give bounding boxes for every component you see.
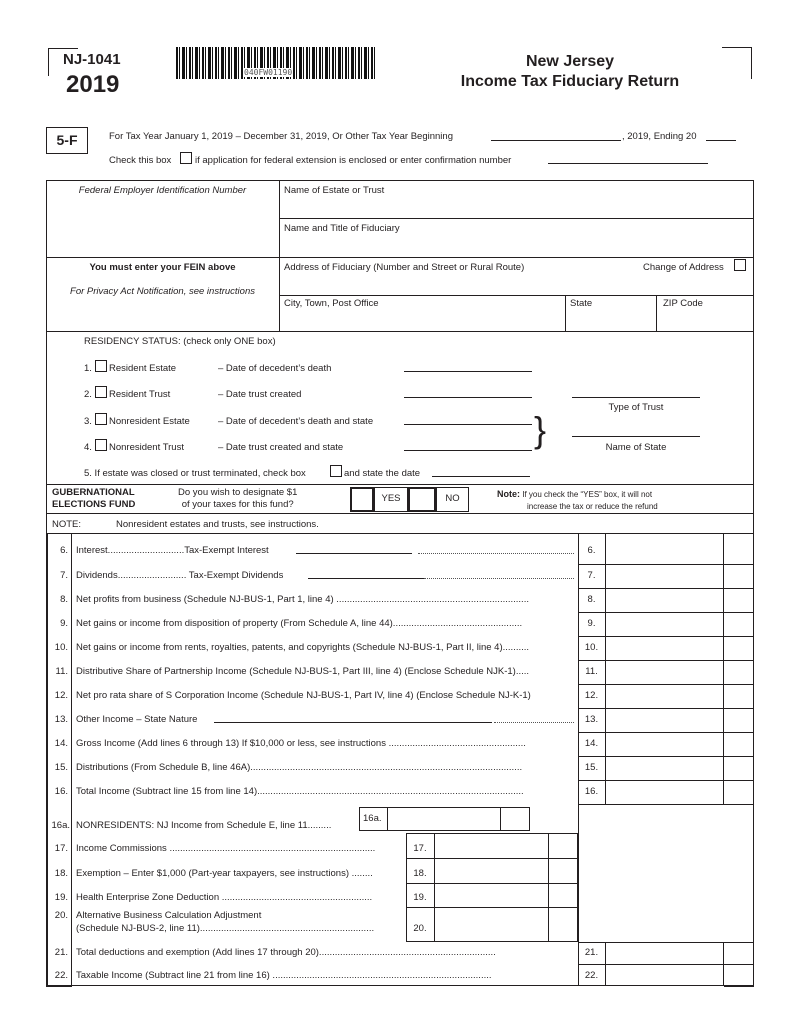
- name-of-state-label: Name of State: [605, 442, 667, 453]
- line-22-amount-input[interactable]: [607, 966, 722, 985]
- elections-note: [497, 488, 658, 513]
- line-18-box: 18.: [413, 868, 427, 879]
- estate-closed-checkbox[interactable]: [330, 465, 342, 477]
- line-17-amount-input[interactable]: [436, 836, 547, 857]
- line-8-amount-input[interactable]: [607, 590, 722, 611]
- question-line2: of your taxes for this fund?: [181, 499, 294, 510]
- brace-icon: }: [534, 409, 547, 450]
- line-7-label: Dividends.......................... Tax-Exempt Dividends: [76, 570, 284, 581]
- residency-heading: RESIDENCY STATUS: (check only ONE box): [84, 336, 276, 347]
- line-13-label: Other Income – State Nature: [76, 714, 198, 725]
- line-6-leader: [418, 553, 574, 554]
- line-18-amount-input[interactable]: [436, 860, 547, 882]
- title-line1: New Jersey: [525, 53, 615, 70]
- line-9-box: 9.: [587, 618, 596, 629]
- line-12-amount-input[interactable]: [607, 686, 722, 707]
- resident-trust-date-field[interactable]: [404, 397, 532, 398]
- line-16-num: 16.: [54, 786, 68, 797]
- name-of-state-field[interactable]: [572, 436, 700, 437]
- state-input[interactable]: [567, 312, 654, 330]
- line-8-label: Net profits from business (Schedule NJ-BUS-1, Part 1, line 4) .........................................................................: [76, 594, 529, 605]
- fein-input[interactable]: [50, 200, 276, 255]
- address-label: Address of Fiduciary (Number and Street or Rural Route): [284, 262, 525, 273]
- line-9-num: 9.: [60, 618, 68, 629]
- resident-estate-label: Resident Estate: [109, 363, 177, 374]
- line-21-num: 21.: [54, 947, 68, 958]
- line-20-box: 20.: [413, 923, 427, 934]
- change-address-checkbox[interactable]: [734, 259, 746, 271]
- line-7-cents-input[interactable]: [725, 566, 752, 587]
- line-6-num: 6.: [60, 545, 68, 556]
- note-label: NOTE:: [52, 519, 82, 530]
- nonresident-estate-checkbox[interactable]: [95, 413, 107, 425]
- title-line2: Income Tax Fiduciary Return: [460, 73, 680, 90]
- line-19-label: Health Enterprise Zone Deduction .........................................................: [76, 892, 373, 903]
- line-22-label: Taxable Income (Subtract line 21 from line 16) ...................................................................................: [76, 970, 492, 981]
- line-19-amount-input[interactable]: [436, 885, 547, 906]
- type-of-trust-label: Type of Trust: [608, 402, 664, 413]
- line-14-label: Gross Income (Add lines 6 through 13) If $10,000 or less, see instructions ....................................................: [76, 738, 526, 749]
- residency-num-2: 2.: [84, 389, 92, 400]
- elections-fund-question: [178, 487, 297, 511]
- line-6-cents-input[interactable]: [725, 537, 752, 563]
- line-13-leader: [494, 722, 574, 723]
- nonresident-trust-checkbox[interactable]: [95, 439, 107, 451]
- closed-prefix: 5. If estate was closed or trust terminated, check box: [84, 468, 306, 479]
- elections-no-label: NO: [436, 487, 469, 512]
- line-16a-label: NONRESIDENTS: NJ Income from Schedule E, line 11.........: [76, 820, 332, 831]
- line-10-num: 10.: [54, 642, 68, 653]
- line-15-num: 15.: [54, 762, 68, 773]
- resident-estate-date-field[interactable]: [404, 371, 532, 372]
- line-8-num: 8.: [60, 594, 68, 605]
- line-13-box: 13.: [584, 714, 599, 725]
- line-7-num: 7.: [60, 570, 68, 581]
- line-16a-box: 16a.: [363, 813, 382, 824]
- resident-trust-checkbox[interactable]: [95, 386, 107, 398]
- line-20-num: 20.: [54, 910, 68, 921]
- line-21-label: Total deductions and exemption (Add lines 17 through 20)...................................................................: [76, 947, 496, 958]
- change-address-label: Change of Address: [643, 262, 724, 273]
- fiduciary-name-label: Name and Title of Fiduciary: [284, 223, 400, 234]
- line-18-num: 18.: [54, 868, 68, 879]
- line-10-amount-input[interactable]: [607, 638, 722, 659]
- form-title: [450, 52, 690, 92]
- extension-suffix: if application for federal extension is enclosed or enter confirmation number: [195, 155, 512, 166]
- line-10-label: Net gains or income from rents, royalties, patents, and copyrights (Schedule NJ-BUS-1, Part II, line 4)..........: [76, 642, 530, 653]
- line-13-amount-input[interactable]: [607, 710, 722, 731]
- line-7-leader: [424, 578, 574, 579]
- nonresident-estate-label: Nonresident Estate: [109, 416, 190, 427]
- line-9-label: Net gains or income from disposition of property (From Schedule A, line 44).................................................: [76, 618, 523, 629]
- estate-name-label: Name of Estate or Trust: [284, 185, 385, 196]
- nonresident-trust-date-label: – Date trust created and state: [218, 442, 344, 453]
- line-19-num: 19.: [54, 892, 68, 903]
- line-6-label: Interest.............................Tax-Exempt Interest: [76, 545, 269, 556]
- line-20-label-line1: Alternative Business Calculation Adjustment: [76, 910, 262, 921]
- form-code-box: 5-F: [46, 127, 88, 154]
- residency-num-4: 4.: [84, 442, 92, 453]
- line-8-box: 8.: [587, 594, 596, 605]
- elections-yes-label: YES: [374, 487, 408, 512]
- line-22-box: 22.: [584, 970, 599, 981]
- tax-year-period-label: For Tax Year January 1, 2019 – December 31, 2019, Or Other Tax Year Beginning: [109, 131, 453, 142]
- fein-notice: You must enter your FEIN above: [89, 262, 236, 273]
- line-16a-amount-input[interactable]: [389, 809, 499, 829]
- form-number: NJ-1041: [63, 51, 121, 68]
- resident-trust-label: Resident Trust: [109, 389, 171, 400]
- residency-num-1: 1.: [84, 363, 92, 374]
- line-22-num: 22.: [54, 970, 68, 981]
- line-6-amount-input[interactable]: [607, 537, 722, 563]
- line-20-label-line2: (Schedule NJ-BUS-2, line 11)..................................................................: [76, 923, 375, 934]
- line-7-box: 7.: [587, 570, 596, 581]
- tax-year-ending-field[interactable]: [706, 140, 736, 141]
- state-label: State: [570, 298, 593, 309]
- question-line1: Do you wish to designate $1: [178, 487, 298, 498]
- line-17-label: Income Commissions ..............................................................................: [76, 843, 376, 854]
- line-12-box: 12.: [584, 690, 599, 701]
- tax-exempt-interest-field[interactable]: [296, 553, 412, 554]
- elections-fund-title-line2: ELECTIONS FUND: [52, 499, 136, 510]
- address-input[interactable]: [282, 275, 752, 293]
- other-income-description-field[interactable]: [214, 722, 492, 723]
- resident-estate-checkbox[interactable]: [95, 360, 107, 372]
- privacy-notice: For Privacy Act Notification, see instructions: [70, 286, 255, 297]
- line-17-num: 17.: [54, 843, 68, 854]
- city-label: City, Town, Post Office: [284, 298, 379, 309]
- line-21-box: 21.: [584, 947, 599, 958]
- fiduciary-name-input[interactable]: [282, 236, 752, 255]
- closed-date-field[interactable]: [432, 476, 530, 477]
- line-20-amount-input[interactable]: [436, 909, 547, 941]
- city-input[interactable]: [282, 312, 562, 330]
- form-year: 2019: [66, 71, 120, 98]
- line-17-box: 17.: [413, 843, 427, 854]
- line-18-label: Exemption – Enter $1,000 (Part-year taxpayers, see instructions) ........: [76, 868, 373, 879]
- line-10-box: 10.: [584, 642, 599, 653]
- note-bold: Note:: [497, 489, 520, 499]
- nonresident-trust-date-field[interactable]: [404, 450, 532, 451]
- zip-input[interactable]: [658, 312, 752, 330]
- line-11-label: Distributive Share of Partnership Income (Schedule NJ-BUS-1, Part III, line 4) (Enclose Schedule NJK-1).....: [76, 666, 530, 677]
- line-12-label: Net pro rata share of S Corporation Income (Schedule NJ-BUS-1, Part IV, line 4) (Enclose Schedule NJ-K-1): [76, 690, 531, 701]
- line-15-box: 15.: [584, 762, 599, 773]
- estate-name-input[interactable]: [282, 198, 752, 216]
- tax-exempt-dividends-field[interactable]: [308, 578, 424, 579]
- elections-yes-checkbox[interactable]: [350, 487, 374, 512]
- line-21-amount-input[interactable]: [607, 944, 722, 963]
- zip-label: ZIP Code: [663, 298, 703, 309]
- line-16-amount-input[interactable]: [607, 782, 722, 803]
- line-16-label: Total Income (Subtract line 15 from line 14).....................................................................................................: [76, 786, 524, 797]
- elections-fund-title: [52, 487, 135, 511]
- tax-year-beginning-field[interactable]: [491, 140, 621, 141]
- line-16-box: 16.: [584, 786, 599, 797]
- line-9-amount-input[interactable]: [607, 614, 722, 635]
- line-19-box: 19.: [413, 892, 427, 903]
- line-6-box: 6.: [587, 545, 596, 556]
- line-15-label: Distributions (From Schedule B, line 46A).......................................................................................................: [76, 762, 523, 773]
- line-14-box: 14.: [584, 738, 599, 749]
- line-16a-num: 16a.: [51, 820, 70, 831]
- nonresident-estate-date-label: – Date of decedent’s death and state: [218, 416, 374, 427]
- nonresident-trust-label: Nonresident Trust: [109, 442, 184, 453]
- note-text: Nonresident estates and trusts, see instructions.: [116, 519, 319, 530]
- line-12-num: 12.: [54, 690, 68, 701]
- confirmation-number-field[interactable]: [548, 163, 708, 164]
- line-7-amount-input[interactable]: [607, 566, 722, 587]
- tax-year-ending-label: , 2019, Ending 20: [622, 131, 697, 142]
- resident-estate-date-label: – Date of decedent’s death: [218, 363, 332, 374]
- residency-num-3: 3.: [84, 416, 92, 427]
- line-14-num: 14.: [54, 738, 68, 749]
- resident-trust-date-label: – Date trust created: [218, 389, 302, 400]
- line-15-amount-input[interactable]: [607, 758, 722, 779]
- fein-label: Federal Employer Identification Number: [78, 185, 247, 196]
- elections-no-checkbox[interactable]: [408, 487, 436, 512]
- line-11-box: 11.: [585, 666, 598, 677]
- line-14-amount-input[interactable]: [607, 734, 722, 755]
- line-13-num: 13.: [54, 714, 68, 725]
- barcode-text: 040FW01190: [244, 68, 293, 77]
- note-line2: increase the tax or reduce the refund: [527, 502, 658, 511]
- extension-prefix: Check this box: [109, 155, 172, 166]
- elections-fund-title-line1: GUBERNATIONAL: [52, 487, 135, 498]
- closed-suffix: and state the date: [344, 468, 421, 479]
- extension-checkbox[interactable]: [180, 152, 192, 164]
- nonresident-estate-date-field[interactable]: [404, 424, 532, 425]
- line-11-amount-input[interactable]: [607, 662, 722, 683]
- type-of-trust-field[interactable]: [572, 397, 700, 398]
- line-11-num: 11.: [55, 666, 68, 677]
- note-line1: If you check the “YES” box, it will not: [522, 490, 653, 499]
